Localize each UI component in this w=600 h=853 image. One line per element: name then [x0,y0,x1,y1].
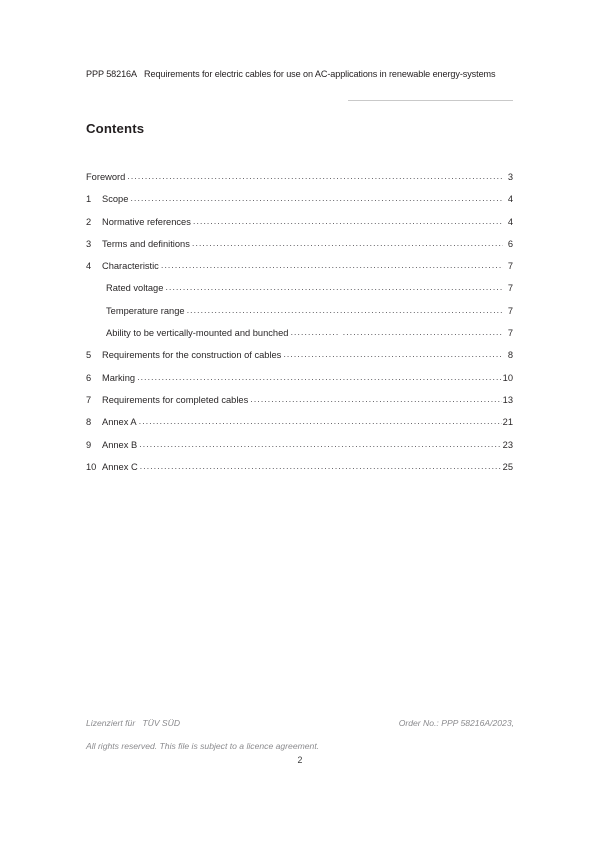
toc-entry-label: Requirements for completed cables [102,394,249,405]
toc-entry-label: Ability to be vertically-mounted and bunched [106,328,289,339]
rights-note-text: All rights reserved. This file is subject to a licence agreement. [86,741,320,751]
toc-entry[interactable] [86,259,513,281]
toc-entry-number: 1 [86,194,92,205]
toc-entry-label: Characteristic [102,261,159,272]
toc-entry-page: 4 [507,216,513,227]
toc-entry-label: Scope [102,194,129,205]
toc-entry-page: 13 [502,394,513,405]
toc-entry-number: 8 [86,417,92,428]
document-title: Requirements for electric cables for use on AC-applications in renewable energy-systems [144,69,496,79]
toc-entry-page: 23 [502,439,513,450]
page-title: Contents [86,121,145,136]
toc-entry[interactable] [86,393,513,415]
toc-entry-page: 6 [507,238,513,249]
toc-dot-leader [165,281,503,291]
toc-entry[interactable] [86,348,513,370]
toc-entry[interactable] [86,170,513,192]
toc-dot-leader [250,393,501,403]
toc-entry[interactable] [86,237,513,259]
toc-dot-leader [187,304,503,314]
running-header [86,68,514,82]
toc-entry-label: Temperature range [106,305,185,316]
toc-entry-page: 7 [507,283,513,294]
toc-entry-page: 25 [502,461,513,472]
toc-entry-page: 4 [507,194,513,205]
toc-entry-number: 5 [86,350,92,361]
order-number-text: Order No.: PPP 58216A/2023, [398,718,514,728]
toc-entry-label: Annex C [102,461,138,472]
toc-entry-page: 7 [507,305,513,316]
running-header-line [86,68,514,82]
table-of-contents [86,170,513,482]
licensed-to-text: Lizenziert für TÜV SÜD [86,718,181,728]
toc-dot-leader [290,326,503,336]
toc-entry-number: 2 [86,216,92,227]
page-footer [86,711,514,757]
toc-entry-number: 7 [86,394,92,405]
toc-entry-number: 3 [86,238,92,249]
toc-entry-label: Normative references [102,216,191,227]
toc-entry-page: 21 [502,417,513,428]
header-divider [348,100,513,101]
toc-entry-label: Requirements for the construction of cables [102,350,282,361]
page-number: 2 [297,755,303,765]
toc-entry-label: Foreword [86,172,126,182]
toc-dot-leader [193,215,503,225]
toc-entry-label: Annex B [102,439,138,450]
document-code: PPP 58216A [86,69,138,79]
toc-entry[interactable] [86,438,513,460]
toc-entry-page: 7 [507,261,513,272]
toc-dot-leader [192,237,503,247]
toc-entry[interactable] [86,192,513,214]
toc-dot-leader [139,415,502,425]
toc-entry-number: 9 [86,439,92,450]
toc-dot-leader [139,438,502,448]
toc-entry[interactable] [86,215,513,237]
toc-entry[interactable] [86,281,513,303]
toc-entry-page: 7 [507,328,513,339]
toc-dot-leader [130,192,503,202]
toc-dot-leader [283,348,503,358]
footer-top-row [86,711,514,735]
toc-entry-number: 10 [86,461,97,472]
toc-entry[interactable] [86,460,513,482]
toc-entry-label: Rated voltage [106,283,164,294]
toc-entry-page: 3 [507,172,513,182]
toc-dot-leader [140,460,502,470]
toc-entry-number: 4 [86,261,92,272]
toc-entry[interactable] [86,415,513,437]
toc-dot-leader [161,259,503,269]
toc-dot-leader [127,170,503,180]
toc-entry[interactable] [86,326,513,348]
toc-entry-page: 10 [502,372,513,383]
toc-dot-leader [137,371,502,381]
toc-entry-label: Annex A [102,417,137,428]
toc-entry-label: Terms and definitions [102,238,190,249]
toc-entry-label: Marking [102,372,136,383]
toc-entry-page: 8 [507,350,513,361]
toc-entry-number: 6 [86,372,92,383]
toc-entry[interactable] [86,371,513,393]
toc-entry[interactable] [86,304,513,326]
